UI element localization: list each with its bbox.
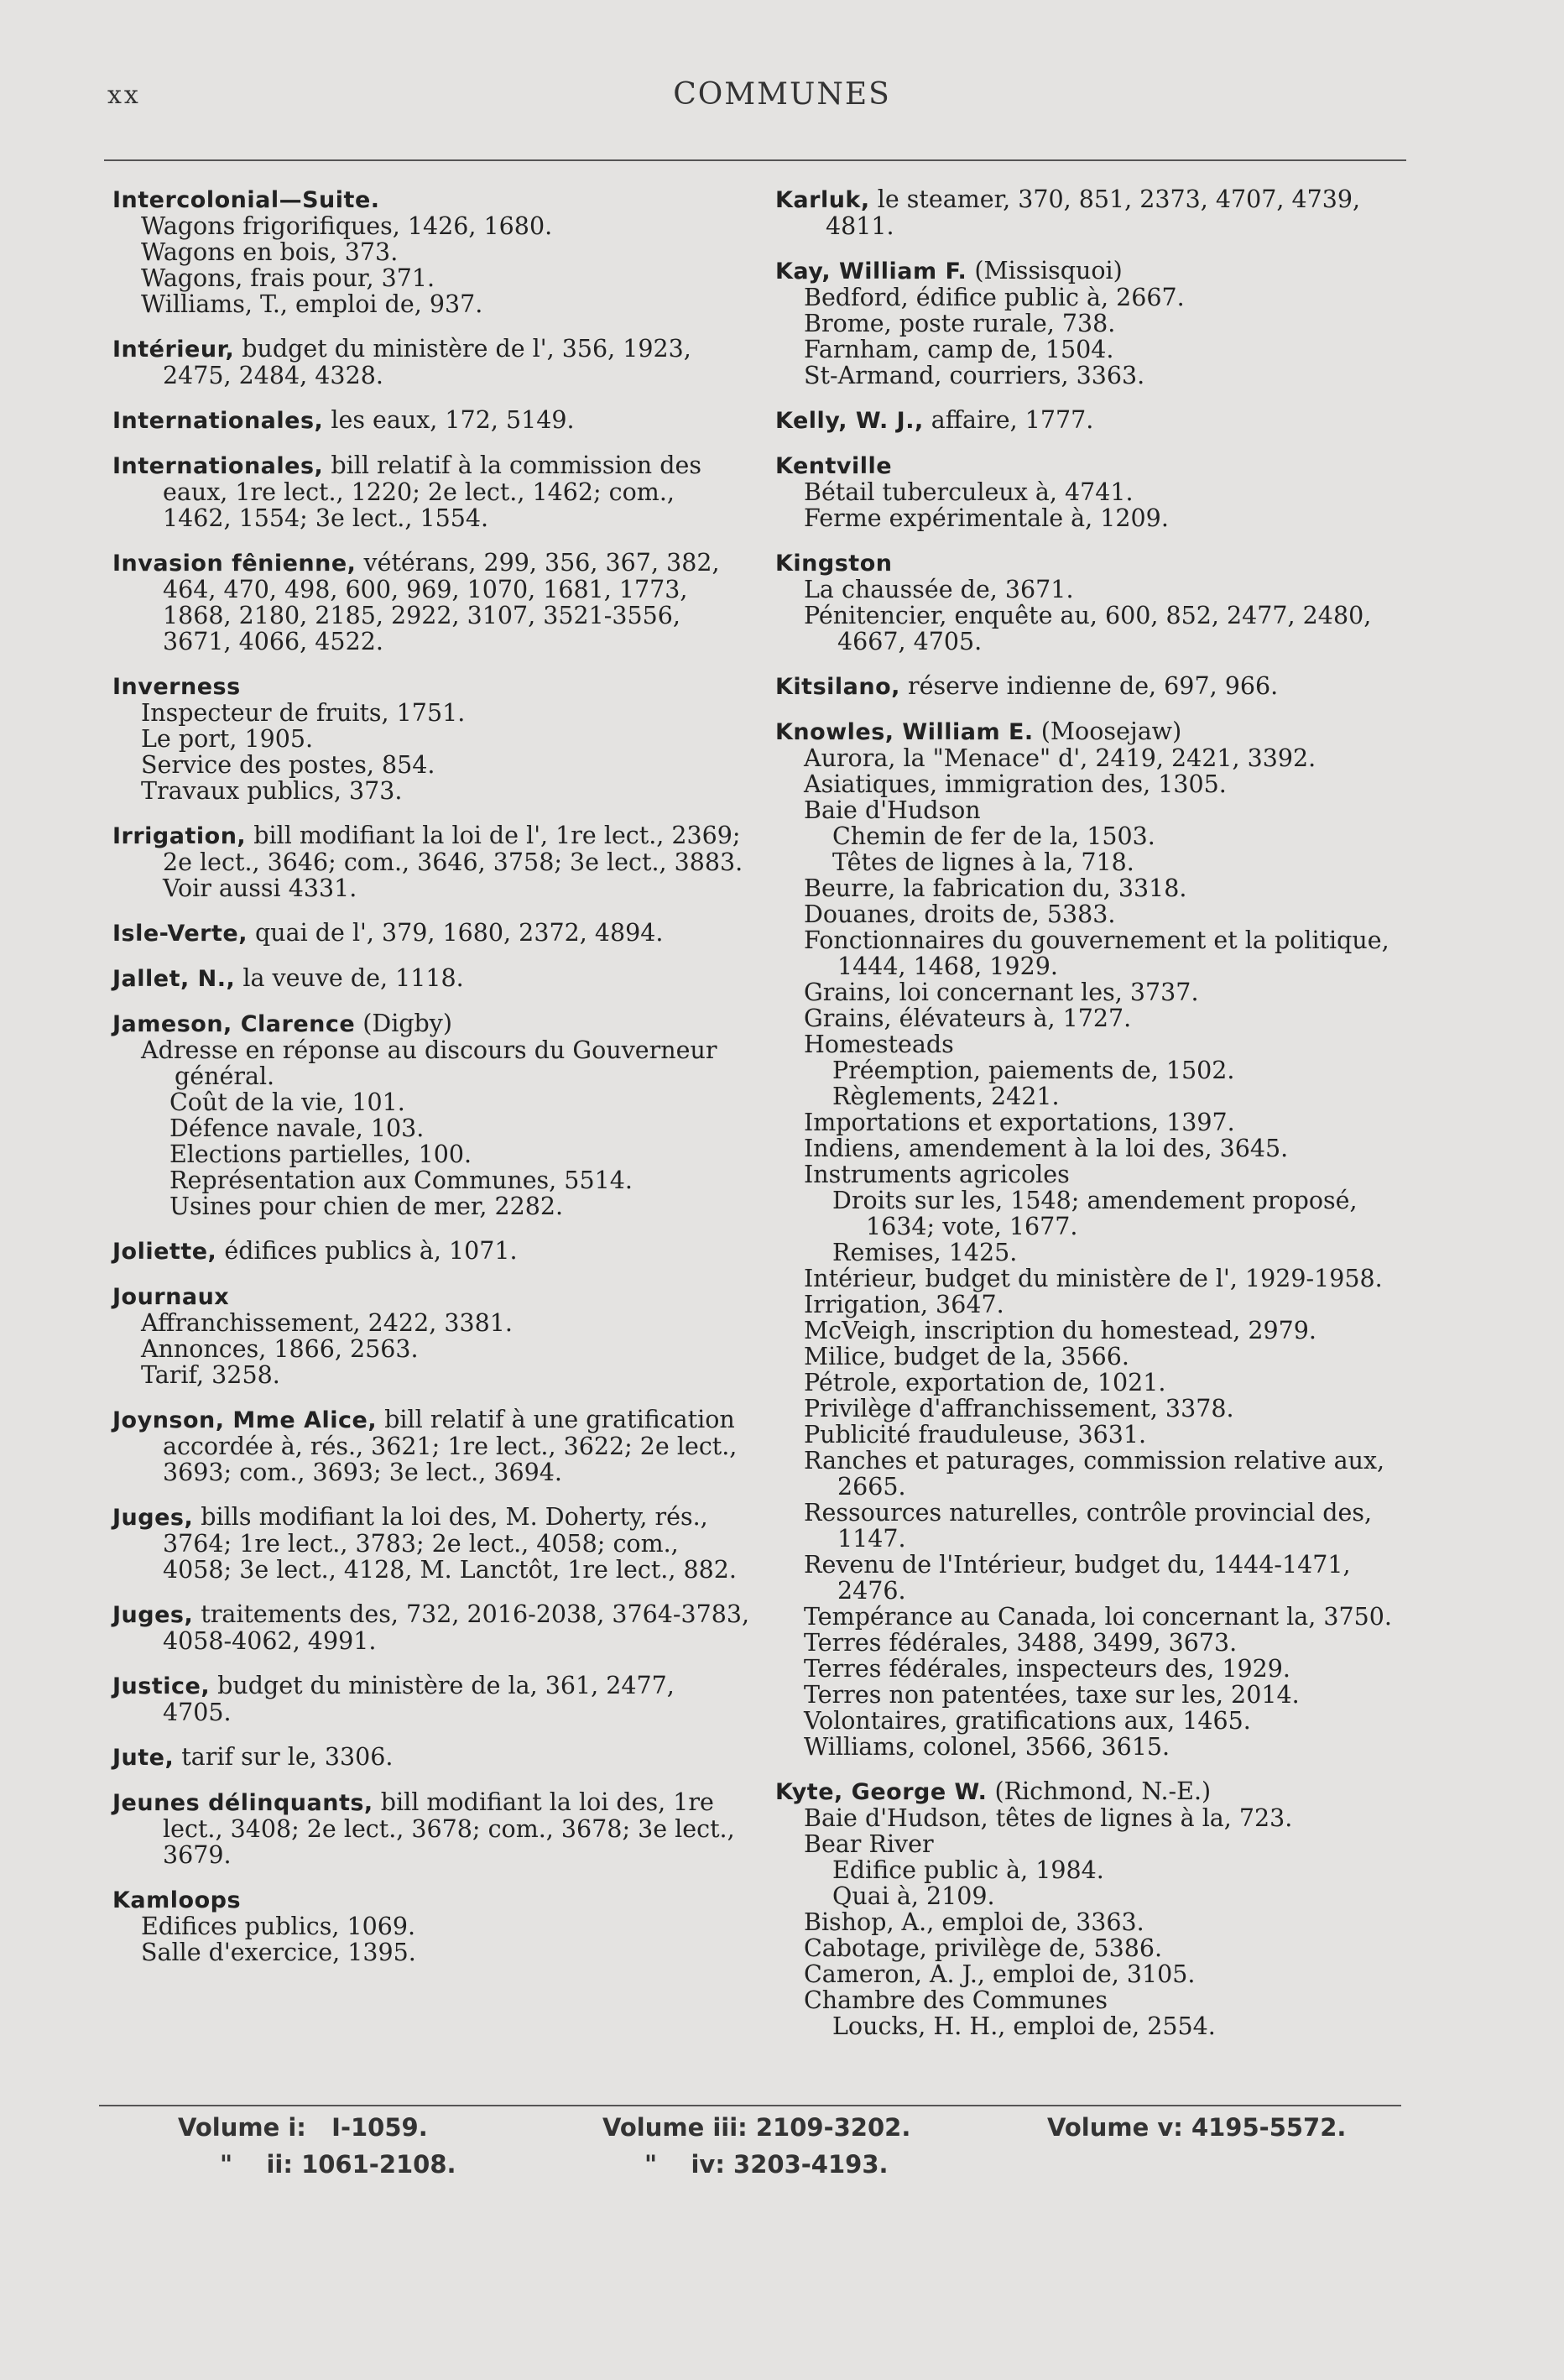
sub-entry: Aurora, la "Menace" d', 2419, 2421, 3392. [804,744,1316,772]
sub-entry: Farnham, camp de, 1504. [804,336,1114,363]
sub-entry: Inspecteur de fruits, 1751. [141,699,466,727]
entry-text: réserve indienne de, 697, 966. [899,672,1279,700]
sub-entry: Bétail tuberculeux à, 4741. [804,478,1134,506]
index-entry [775,1778,1417,2039]
entry-heading [775,1778,1417,1805]
sub-entry: Terres fédérales, inspecteurs des, 1929. [804,1655,1290,1683]
entry-text: quai de l', 379, 1680, 2372, 4894. [247,919,664,947]
headword: Justice, [112,1673,211,1699]
sub-entry: Bear River [804,1830,934,1858]
entry-text: bill relatif à la commission des eaux, 1re lect., 1220; 2e lect., 1462; com., 1462, 1554; 3e lect., 1554. [163,451,701,532]
sub-entry: Williams, T., emploi de, 937. [141,290,483,318]
headword: Kelly, W. J., [775,408,924,434]
sub-entry: Asiatiques, immigration des, 1305. [804,770,1227,798]
index-entry [112,1601,750,1654]
sub-entry: Milice, budget de la, 3566. [804,1343,1129,1370]
headword: Jute, [112,1745,175,1771]
headword: Joynson, Mme Alice, [112,1407,378,1433]
sub-entry: Défence navale, 103. [169,1114,425,1142]
sub-entry: Wagons en bois, 373. [141,238,399,266]
sub-entry: Wagons frigorifiques, 1426, 1680. [141,212,553,240]
headword: Kay, William F. [775,258,967,284]
headword: Intérieur, [112,337,235,363]
index-entry [112,822,750,901]
entry-heading [775,407,1417,434]
sub-entry: Elections partielles, 100. [169,1140,472,1168]
headword: Juges, [112,1602,194,1628]
entry-heading [112,1789,750,1868]
sub-entry: Travaux publics, 373. [141,777,403,805]
sub-entry: Têtes de lignes à la, 718. [832,848,1134,876]
sub-entry: Remises, 1425. [832,1239,1018,1266]
top-rule [104,159,1406,161]
sub-entry: Douanes, droits de, 5383. [804,900,1116,928]
entry-heading [112,186,750,213]
entry-text: (Richmond, N.-E.) [987,1777,1212,1805]
sub-entry: St-Armand, courriers, 3363. [804,362,1145,389]
entry-text: budget du ministère de la, 361, 2477, 4705. [163,1672,675,1726]
entry-heading [112,1238,750,1265]
headword: Jeunes délinquants, [112,1790,373,1816]
volume-ii: " ii: 1061-2108. [220,2150,456,2179]
index-entry [775,452,1417,531]
entry-heading [112,1010,750,1037]
sub-entry: McVeigh, inscription du homestead, 2979. [804,1317,1316,1344]
entry-heading [775,258,1417,284]
sub-entry: Beurre, la fabrication du, 3318. [804,874,1187,902]
entry-heading [775,186,1417,239]
sub-entry: Edifices publics, 1069. [141,1913,416,1940]
sub-entry: Publicité frauduleuse, 3631. [804,1421,1147,1448]
sub-entry: Privilège d'affranchissement, 3378. [804,1395,1234,1422]
entry-text: bills modifiant la loi des, M. Doherty, rés., 3764; 1re lect., 3783; 2e lect., 4058; com., 4058; 3e lect., 4128, M. Lanctôt, 1re lect., 882. [163,1503,737,1584]
headword: Kamloops [112,1887,242,1913]
sub-entry: Droits sur les, 1548; amendement proposé, 1634; vote, 1677. [832,1187,1358,1240]
right-column [775,186,1417,2058]
sub-entry: Baie d'Hudson [804,796,981,824]
headword: Internationales, [112,453,324,479]
headword: Karluk, [775,187,870,213]
index-entry [112,1238,750,1265]
sub-entry: Usines pour chien de mer, 2282. [169,1193,564,1220]
sub-entry: Irrigation, 3647. [804,1291,1004,1318]
entry-heading [112,920,750,947]
sub-entry: Ferme expérimentale à, 1209. [804,504,1169,532]
entry-heading [775,718,1417,745]
sub-entry: Baie d'Hudson, têtes de lignes à la, 723. [804,1804,1293,1832]
sub-entry: Grains, élévateurs à, 1727. [804,1005,1132,1032]
index-entry [112,920,750,947]
sub-entry: Grains, loi concernant les, 3737. [804,979,1199,1006]
entry-heading [112,1601,750,1654]
running-title: COMMUNES [673,77,891,112]
sub-entry: Représentation aux Communes, 5514. [169,1167,633,1194]
entry-text: (Moosejaw) [1033,718,1182,745]
entry-text: traitements des, 732, 2016-2038, 3764-3783, 4058-4062, 4991. [163,1600,750,1655]
headword: Inverness [112,674,241,700]
entry-text: budget du ministère de l', 356, 1923, 2475, 2484, 4328. [163,335,691,389]
index-entry [112,1887,750,1965]
sub-entry: Pétrole, exportation de, 1021. [804,1369,1166,1396]
sub-entry: Volontaires, gratifications aux, 1465. [804,1707,1251,1735]
sub-entry: Instruments agricoles [804,1161,1070,1188]
sub-entry: Tarif, 3258. [141,1361,280,1389]
headword: Jallet, N., [112,966,236,992]
sub-entry: Loucks, H. H., emploi de, 2554. [832,2012,1216,2040]
entry-heading [112,407,750,434]
sub-entry: Williams, colonel, 3566, 3615. [804,1733,1170,1761]
headword: Internationales, [112,408,324,434]
sub-entry: Fonctionnaires du gouvernement et la politique, 1444, 1468, 1929. [804,926,1389,980]
headword: Kingston [775,551,893,577]
volume-i: Volume i: I-1059. [178,2113,428,2142]
headword: Jameson, Clarence [112,1011,356,1037]
index-entry [775,718,1417,1760]
sub-entry: Ressources naturelles, contrôle provincial des, 1147. [804,1499,1373,1553]
sub-entry: Règlements, 2421. [832,1083,1060,1110]
index-entry [775,407,1417,434]
sub-entry: Annonces, 1866, 2563. [141,1335,419,1363]
sub-entry: Bishop, A., emploi de, 3363. [804,1908,1144,1936]
sub-entry: Terres fédérales, 3488, 3499, 3673. [804,1629,1238,1657]
entry-heading [112,1283,750,1310]
entry-heading [112,1407,750,1485]
sub-entry: Salle d'exercice, 1395. [141,1939,416,1966]
entry-heading [775,550,1417,577]
headword: Joliette, [112,1239,217,1265]
sub-entry: Bedford, édifice public à, 2667. [804,284,1185,311]
index-entry [112,965,750,992]
left-column [112,186,750,1984]
headword: Journaux [112,1284,230,1310]
volume-v: Volume v: 4195-5572. [1047,2113,1347,2142]
entry-heading [112,965,750,992]
sub-entry: Indiens, amendement à la loi des, 3645. [804,1135,1289,1162]
sub-entry: La chaussée de, 3671. [804,576,1074,603]
entry-text: vétérans, 299, 356, 367, 382, 464, 470, 498, 600, 969, 1070, 1681, 1773, 1868, 2180, 2185, 2922, 3107, 3521-3556, 3671, 4066, 4522. [163,549,720,655]
headword: Knowles, William E. [775,719,1034,745]
index-entry [112,186,750,317]
sub-entry: Cameron, A. J., emploi de, 3105. [804,1960,1196,1988]
sub-entry: Homesteads [804,1031,954,1058]
page-number: xx [107,81,141,110]
entry-heading [112,1887,750,1913]
sub-entry: Chambre des Communes [804,1986,1108,2014]
entry-heading [112,452,750,531]
sub-entry: Chemin de fer de la, 1503. [832,822,1155,850]
sub-entry: Intérieur, budget du ministère de l', 1929-1958. [804,1265,1383,1292]
sub-entry: Quai à, 2109. [832,1882,995,1910]
index-entry [112,550,750,655]
index-entry [775,258,1417,389]
sub-entry: Service des postes, 854. [141,751,435,779]
entry-text: bill modifiant la loi de l', 1re lect., 2369; 2e lect., 3646; com., 3646, 3758; 3e lect., 3883. Voir aussi 4331. [163,822,743,902]
sub-entry: Wagons, frais pour, 371. [141,264,435,292]
sub-entry: Affranchissement, 2422, 3381. [141,1309,513,1337]
entry-text: la veuve de, 1118. [235,964,464,992]
entry-heading [775,673,1417,700]
index-entry [112,673,750,804]
index-entry [775,550,1417,655]
entry-text: bill relatif à une gratification accordée à, rés., 3621; 1re lect., 3622; 2e lect., 3693; com., 3693; 3e lect., 3694. [163,1406,738,1486]
sub-entry: Coût de la vie, 101. [169,1088,405,1116]
index-entry [112,1789,750,1868]
entry-heading [112,550,750,655]
entry-text: édifices publics à, 1071. [216,1237,518,1265]
page-header [0,74,1564,124]
entry-heading [112,822,750,901]
volume-iii: Volume iii: 2109-3202. [602,2113,911,2142]
sub-entry: Préemption, paiements de, 1502. [832,1057,1235,1084]
sub-entry: Pénitencier, enquête au, 600, 852, 2477, 2480, 4667, 4705. [804,602,1372,655]
volume-iv: " iv: 3203-4193. [644,2150,889,2179]
entry-text: (Missisquoi) [967,257,1123,284]
index-entry [112,336,750,389]
entry-heading [112,336,750,389]
sub-entry: Terres non patentées, taxe sur les, 2014. [804,1681,1300,1709]
sub-entry: Tempérance au Canada, loi concernant la, 3750. [804,1603,1392,1631]
headword: Kitsilano, [775,674,900,700]
index-entry [112,1407,750,1485]
index-entry [112,1010,750,1219]
headword: Juges, [112,1505,194,1531]
sub-entry: Revenu de l'Intérieur, budget du, 1444-1471, 2476. [804,1551,1351,1605]
sub-entry: Cabotage, privilège de, 5386. [804,1934,1163,1962]
index-entry [112,1504,750,1583]
entry-text: les eaux, 172, 5149. [323,406,575,434]
index-entry [112,1744,750,1771]
index-entry [112,1283,750,1388]
headword: Kentville [775,453,893,479]
sub-entry: Edifice public à, 1984. [832,1856,1104,1884]
index-entry [775,186,1417,239]
index-entry [775,673,1417,700]
headword: Invasion fênienne, [112,551,357,577]
index-entry [112,407,750,434]
entry-heading [112,1673,750,1725]
volume-footer [0,2113,1564,2189]
headword: Irrigation, [112,823,247,849]
headword: Intercolonial—Suite. [112,187,380,213]
sub-entry: Brome, poste rurale, 738. [804,310,1116,337]
headword: Isle-Verte, [112,921,248,947]
headword: Kyte, George W. [775,1779,988,1805]
entry-text: affaire, 1777. [923,406,1094,434]
sub-entry: Adresse en réponse au discours du Gouverneur général. [141,1036,717,1090]
entry-heading [112,673,750,700]
entry-text: (Digby) [355,1010,453,1037]
entry-text: tarif sur le, 3306. [174,1743,394,1771]
sub-entry: Le port, 1905. [141,725,314,753]
entry-text: bill modifiant la loi des, 1re lect., 3408; 2e lect., 3678; com., 3678; 3e lect., 3679. [163,1788,735,1869]
bottom-rule [99,2105,1401,2106]
index-entry [112,452,750,531]
entry-heading [112,1744,750,1771]
entry-heading [775,452,1417,479]
entry-heading [112,1504,750,1583]
entry-text: le steamer, 370, 851, 2373, 4707, 4739, 4811. [826,185,1361,240]
sub-entry: Ranches et paturages, commission relative aux, 2665. [804,1447,1385,1501]
index-entry [112,1673,750,1725]
sub-entry: Importations et exportations, 1397. [804,1109,1235,1136]
